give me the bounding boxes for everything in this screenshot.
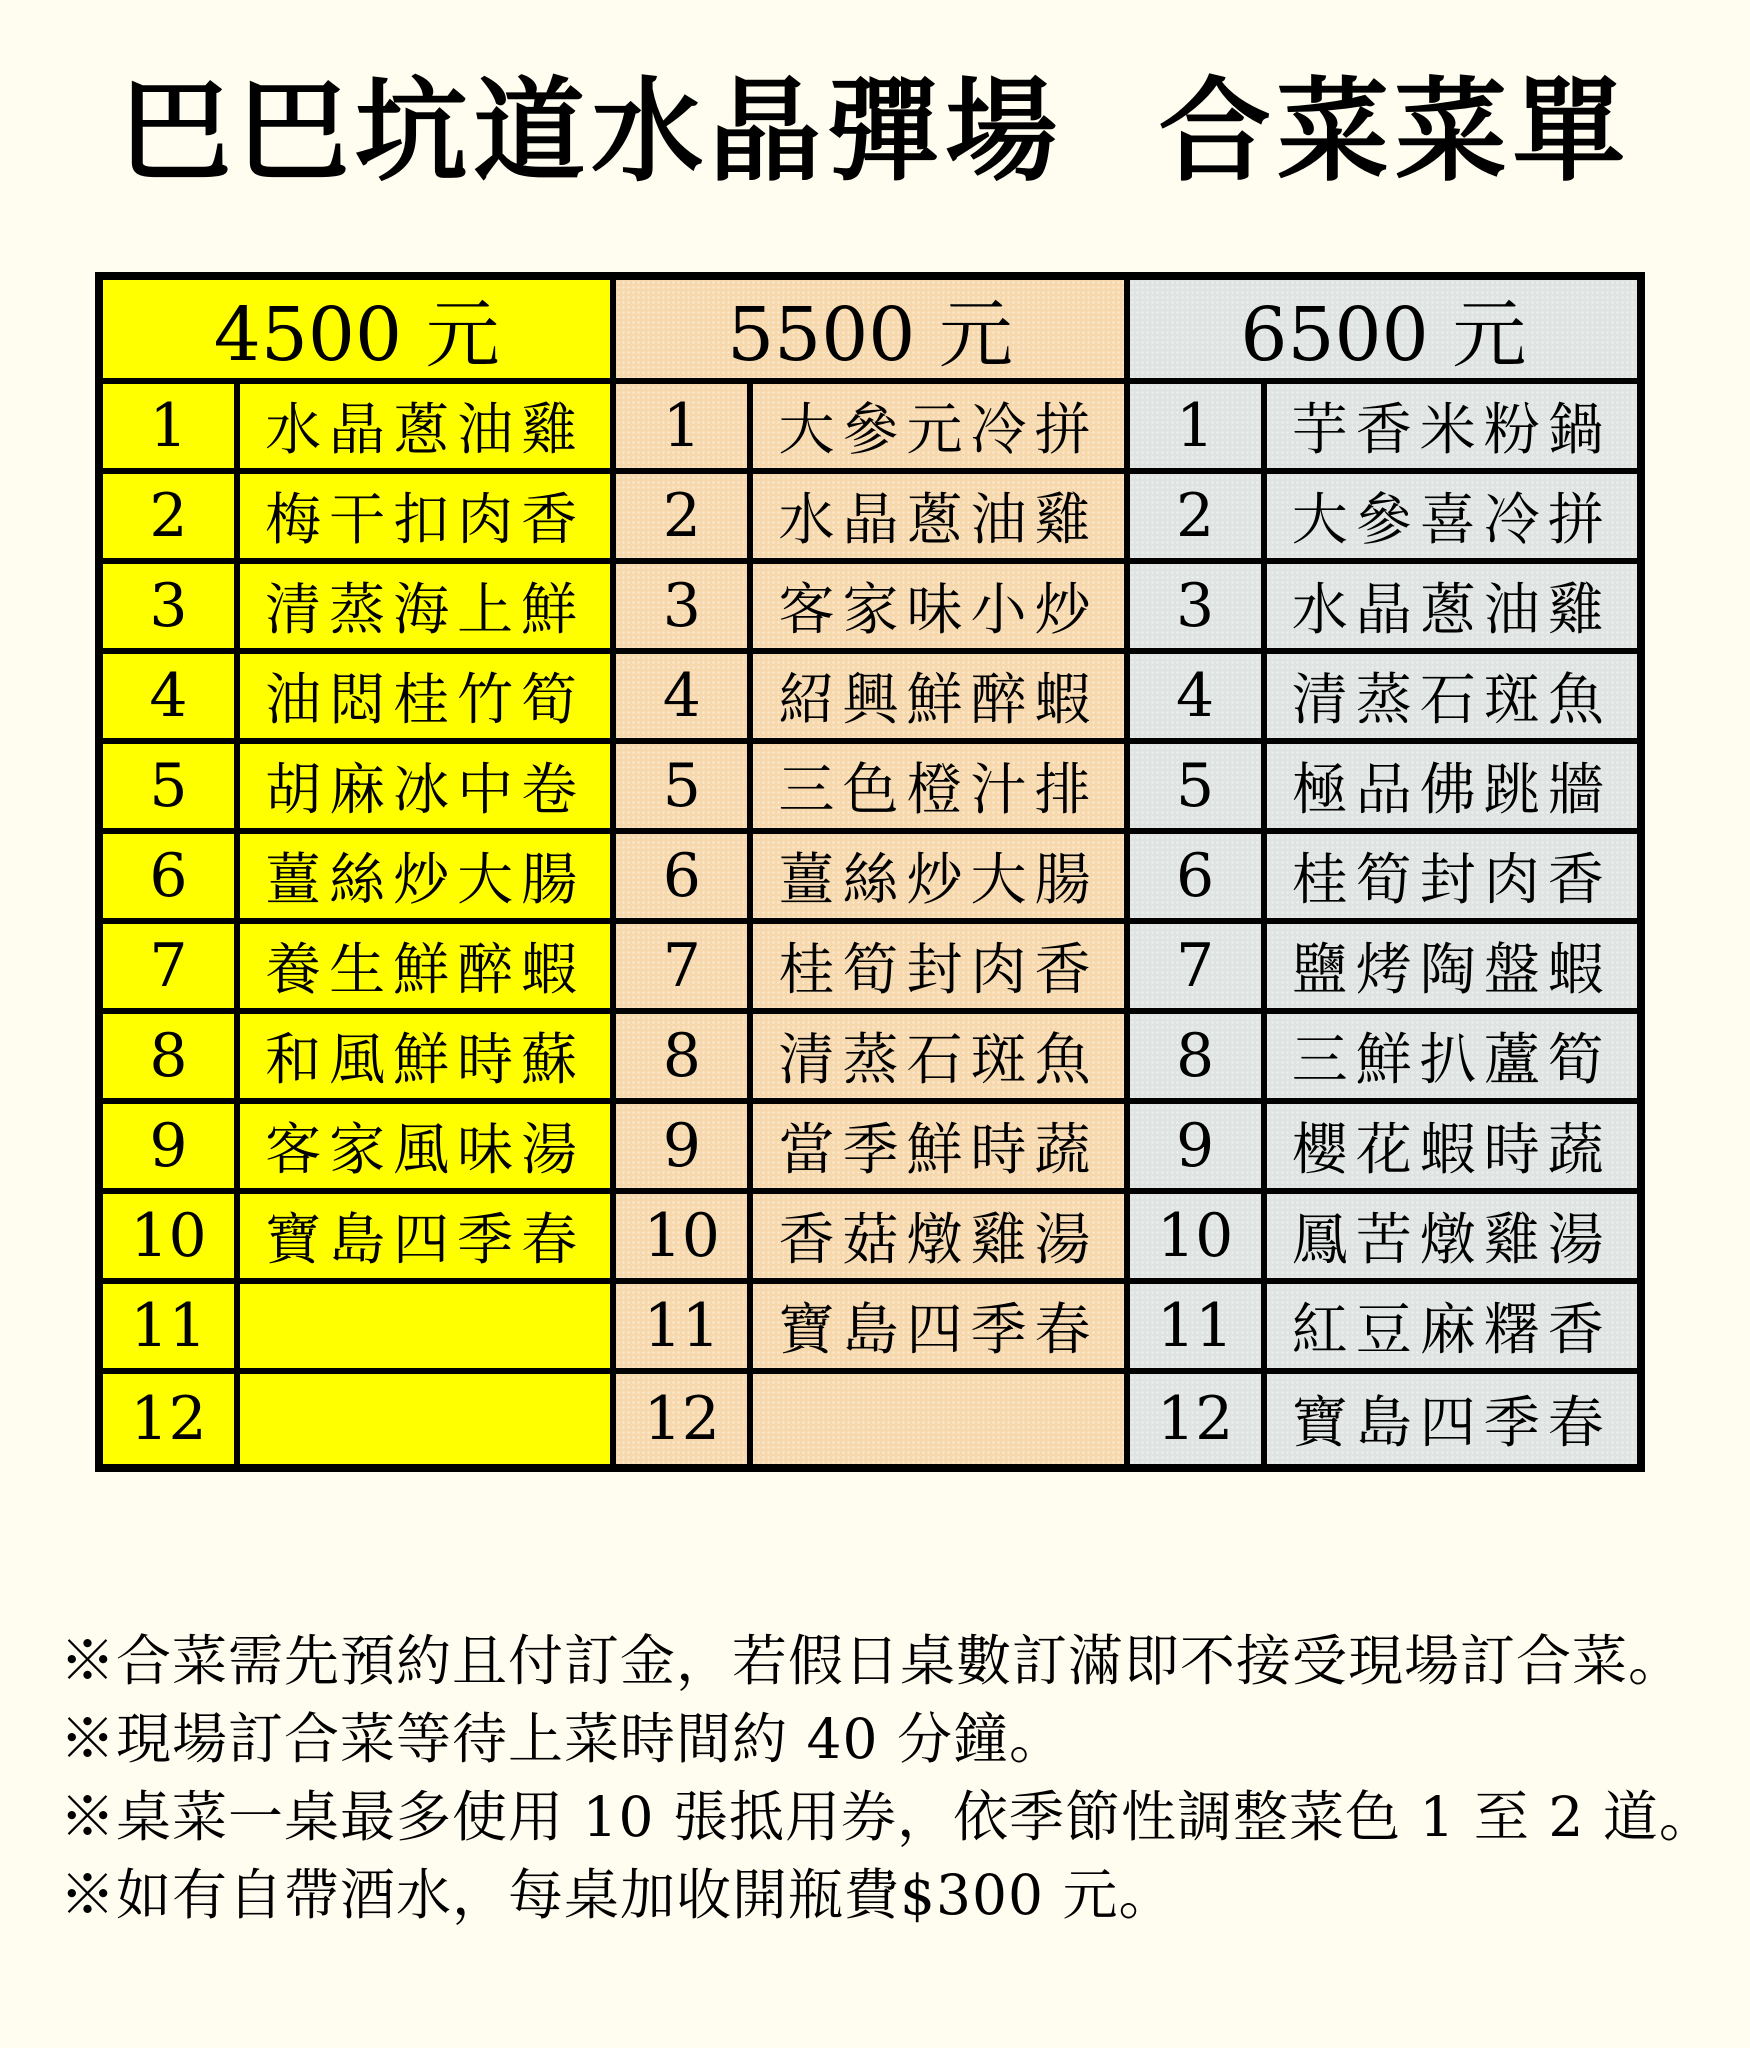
dish-name: 桂筍封肉香 (778, 938, 1099, 1003)
menu-row (1130, 654, 1637, 744)
note-line: ※如有自帶酒水，每桌加收開瓶費$300 元。 (60, 1863, 1175, 1927)
menu-row (103, 474, 610, 564)
row-number: 6 (103, 834, 240, 918)
menu-row (103, 924, 610, 1014)
menu-row (616, 474, 1123, 564)
dish-name: 大參喜冷拼 (1291, 488, 1612, 553)
dish-name (240, 1284, 610, 1368)
menu-row (1130, 1104, 1637, 1194)
menu-table (95, 272, 1645, 1472)
menu-rows-5500 (616, 384, 1123, 1464)
menu-row (1130, 474, 1637, 564)
dish-name: 當季鮮時蔬 (778, 1118, 1099, 1183)
menu-row (616, 384, 1123, 474)
menu-row (1130, 834, 1637, 924)
row-number: 3 (616, 564, 753, 648)
dish-name: 養生鮮醉蝦 (265, 938, 586, 1003)
menu-row (616, 1374, 1123, 1464)
row-number: 1 (103, 384, 240, 468)
dish-name: 水晶蔥油雞 (1291, 578, 1612, 643)
menu-row (616, 924, 1123, 1014)
dish-name: 香菇燉雞湯 (778, 1208, 1099, 1273)
dish-name: 三鮮扒蘆筍 (1291, 1028, 1612, 1093)
row-number: 5 (616, 744, 753, 828)
dish-name: 寶島四季春 (778, 1298, 1099, 1363)
row-number: 8 (616, 1014, 753, 1098)
dish-name: 極品佛跳牆 (1291, 758, 1612, 823)
menu-row (103, 1374, 610, 1464)
dish-name: 櫻花蝦時蔬 (1291, 1118, 1612, 1183)
note-line: ※合菜需先預約且付訂金，若假日桌數訂滿即不接受現場訂合菜。 (60, 1629, 1685, 1693)
menu-row (616, 834, 1123, 924)
row-number: 11 (1130, 1284, 1267, 1368)
menu-row (103, 1104, 610, 1194)
menu-row (1130, 564, 1637, 654)
row-number: 10 (103, 1194, 240, 1278)
row-number: 4 (103, 654, 240, 738)
row-number: 2 (103, 474, 240, 558)
row-number: 8 (103, 1014, 240, 1098)
page-title: 巴巴坑道水晶彈場 合菜菜單 (119, 66, 1631, 197)
row-number: 10 (1130, 1194, 1267, 1278)
dish-name: 鳳苦燉雞湯 (1291, 1208, 1612, 1273)
dish-name: 鹽烤陶盤蝦 (1291, 938, 1612, 1003)
price-header-4500: 4500 元 (103, 280, 610, 384)
dish-name: 紹興鮮醉蝦 (778, 668, 1099, 733)
dish-name: 胡麻冰中卷 (265, 758, 586, 823)
row-number: 12 (616, 1374, 753, 1464)
row-number: 2 (1130, 474, 1267, 558)
menu-row (1130, 744, 1637, 834)
menu-row (1130, 1284, 1637, 1374)
menu-row (103, 564, 610, 654)
row-number: 1 (1130, 384, 1267, 468)
note-line: ※桌菜一桌最多使用 10 張抵用券，依季節性調整菜色 1 至 2 道。 (60, 1785, 1715, 1849)
row-number: 3 (103, 564, 240, 648)
row-number: 1 (616, 384, 753, 468)
row-number: 5 (1130, 744, 1267, 828)
menu-row (103, 384, 610, 474)
menu-row (103, 1014, 610, 1104)
dish-name: 薑絲炒大腸 (265, 848, 586, 913)
dish-name: 梅干扣肉香 (265, 488, 586, 553)
dish-name: 清蒸石斑魚 (778, 1028, 1099, 1093)
row-number: 8 (1130, 1014, 1267, 1098)
row-number: 12 (103, 1374, 240, 1464)
menu-row (103, 744, 610, 834)
dish-name: 清蒸海上鮮 (265, 578, 586, 643)
row-number: 9 (1130, 1104, 1267, 1188)
dish-name: 大參元冷拼 (778, 398, 1099, 463)
dish-name: 和風鮮時蘇 (265, 1028, 586, 1093)
menu-rows-4500 (103, 384, 610, 1464)
menu-row (616, 1284, 1123, 1374)
dish-name: 客家風味湯 (265, 1118, 586, 1183)
row-number: 9 (616, 1104, 753, 1188)
menu-row (1130, 924, 1637, 1014)
dish-name: 薑絲炒大腸 (778, 848, 1099, 913)
row-number: 7 (616, 924, 753, 1008)
dish-name (753, 1374, 1123, 1464)
menu-row (103, 1194, 610, 1284)
dish-name: 清蒸石斑魚 (1291, 668, 1612, 733)
row-number: 4 (616, 654, 753, 738)
dish-name: 桂筍封肉香 (1291, 848, 1612, 913)
menu-row (616, 1014, 1123, 1104)
row-number: 12 (1130, 1374, 1267, 1464)
dish-name: 三色橙汁排 (778, 758, 1099, 823)
dish-name: 油悶桂竹筍 (265, 668, 586, 733)
dish-name: 紅豆麻糬香 (1291, 1298, 1612, 1363)
row-number: 5 (103, 744, 240, 828)
notes-section (60, 1622, 1720, 1934)
row-number: 2 (616, 474, 753, 558)
dish-name: 客家味小炒 (778, 578, 1099, 643)
row-number: 10 (616, 1194, 753, 1278)
dish-name: 芋香米粉鍋 (1291, 398, 1612, 463)
menu-row (616, 564, 1123, 654)
menu-row (1130, 384, 1637, 474)
dish-name: 寶島四季春 (265, 1208, 586, 1273)
row-number: 4 (1130, 654, 1267, 738)
row-number: 11 (616, 1284, 753, 1368)
dish-name: 水晶蔥油雞 (265, 398, 586, 463)
menu-row (1130, 1194, 1637, 1284)
row-number: 7 (103, 924, 240, 1008)
price-header-5500: 5500 元 (616, 280, 1123, 384)
price-column-6500 (1124, 280, 1637, 1464)
dish-name (240, 1374, 610, 1464)
dish-name: 寶島四季春 (1291, 1391, 1612, 1456)
menu-row (616, 1194, 1123, 1284)
row-number: 7 (1130, 924, 1267, 1008)
dish-name: 水晶蔥油雞 (778, 488, 1099, 553)
price-column-5500 (610, 280, 1123, 1464)
menu-row (1130, 1374, 1637, 1464)
menu-row (1130, 1014, 1637, 1104)
row-number: 3 (1130, 564, 1267, 648)
row-number: 11 (103, 1284, 240, 1368)
menu-row (616, 744, 1123, 834)
menu-row (103, 1284, 610, 1374)
menu-row (616, 1104, 1123, 1194)
menu-row (103, 654, 610, 744)
row-number: 9 (103, 1104, 240, 1188)
price-header-6500: 6500 元 (1130, 280, 1637, 384)
row-number: 6 (616, 834, 753, 918)
note-line: ※現場訂合菜等待上菜時間約 40 分鐘。 (60, 1707, 1065, 1771)
price-column-4500 (103, 280, 610, 1464)
menu-row (103, 834, 610, 924)
row-number: 6 (1130, 834, 1267, 918)
menu-row (616, 654, 1123, 744)
menu-rows-6500 (1130, 384, 1637, 1464)
